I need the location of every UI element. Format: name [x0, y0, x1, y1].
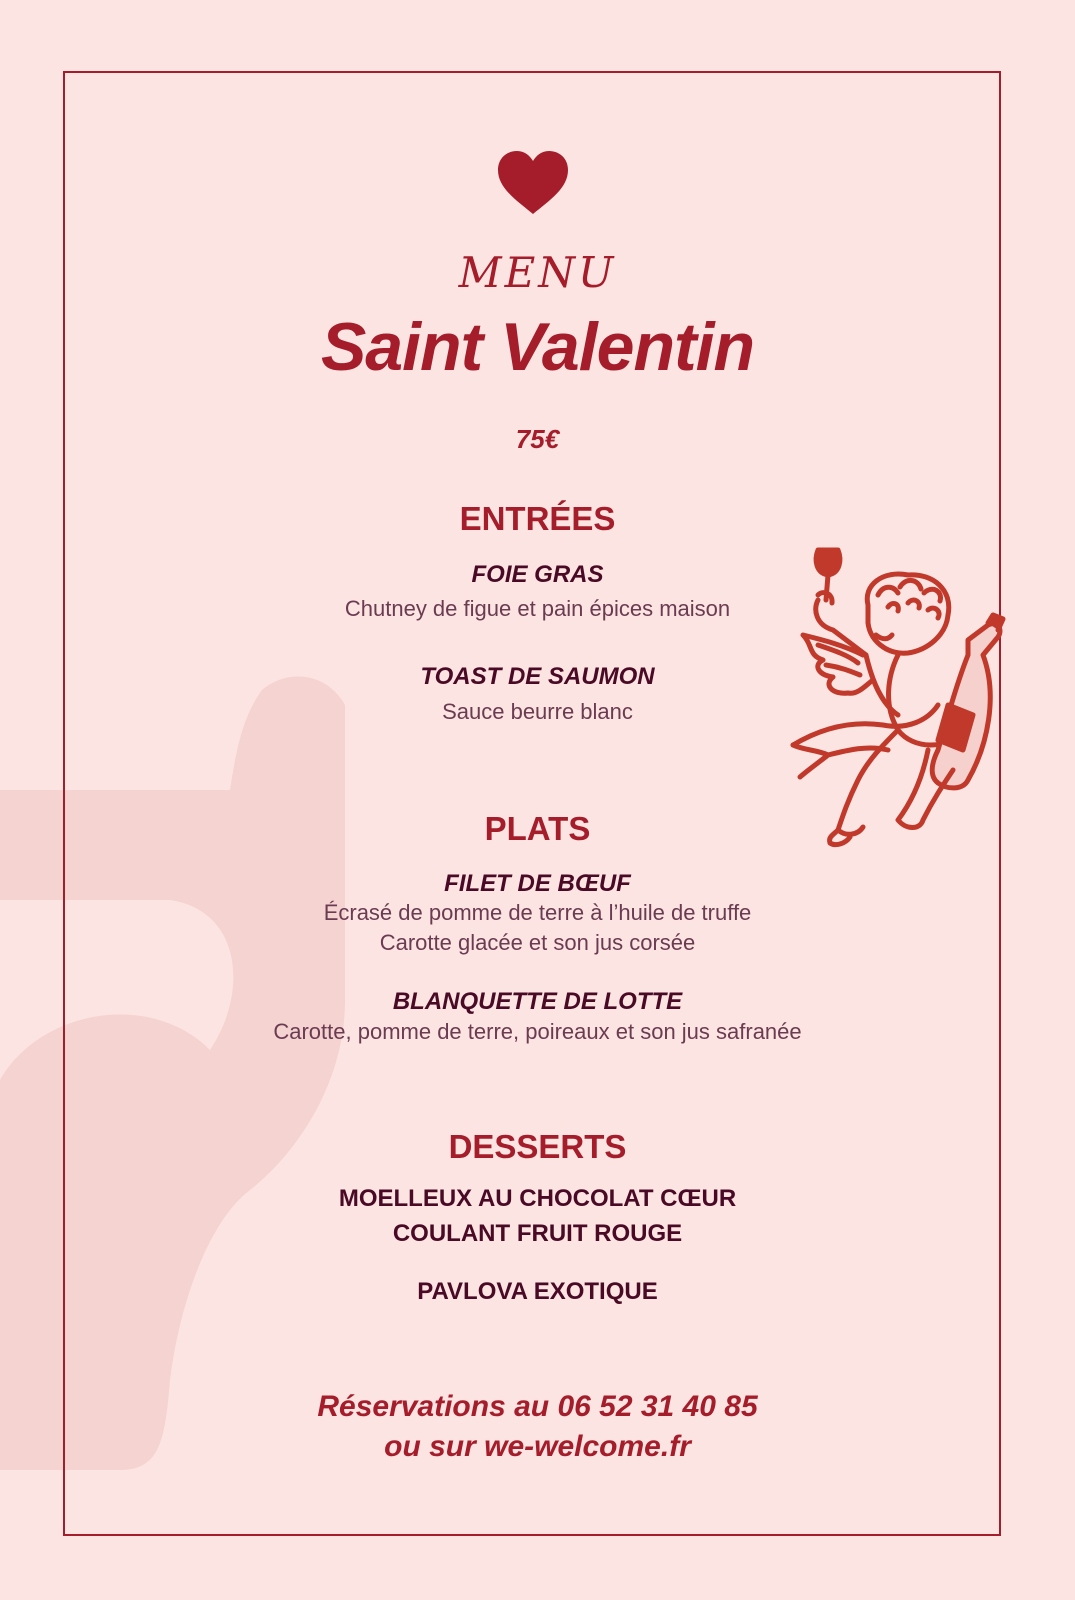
reservation-website: ou sur we-welcome.fr: [384, 1430, 691, 1463]
dish-description: Carotte, pomme de terre, poireaux et son jus safranée: [273, 1019, 802, 1044]
menu-price: 75€: [515, 424, 560, 454]
dish-name: COULANT FRUIT ROUGE: [392, 1220, 683, 1247]
dish-description: Chutney de figue et pain épices maison: [344, 596, 731, 621]
menu-label: MENU: [458, 248, 617, 297]
dish-name: PAVLOVA EXOTIQUE: [417, 1278, 658, 1305]
dish-description: Sauce beurre blanc: [442, 699, 633, 724]
dish-name: FILET DE BŒUF: [444, 870, 631, 897]
heart-icon: [496, 150, 570, 216]
reservation-phone: Réservations au 06 52 31 40 85: [317, 1390, 758, 1423]
cupid-illustration: [788, 545, 1013, 855]
dish-name: MOELLEUX AU CHOCOLAT CŒUR: [338, 1185, 737, 1212]
dish-description: Écrasé de pomme de terre à l’huile de truffe: [323, 900, 752, 925]
dish-name: BLANQUETTE DE LOTTE: [392, 988, 683, 1015]
dish-name: TOAST DE SAUMON: [420, 663, 655, 690]
dish-name: FOIE GRAS: [471, 561, 604, 588]
section-title-desserts: DESSERTS: [448, 1128, 627, 1165]
section-title-entrees: ENTRÉES: [459, 500, 616, 537]
dish-description: Carotte glacée et son jus corsée: [379, 930, 696, 955]
section-title-plats: PLATS: [484, 810, 591, 847]
page-title: Saint Valentin: [320, 309, 755, 385]
